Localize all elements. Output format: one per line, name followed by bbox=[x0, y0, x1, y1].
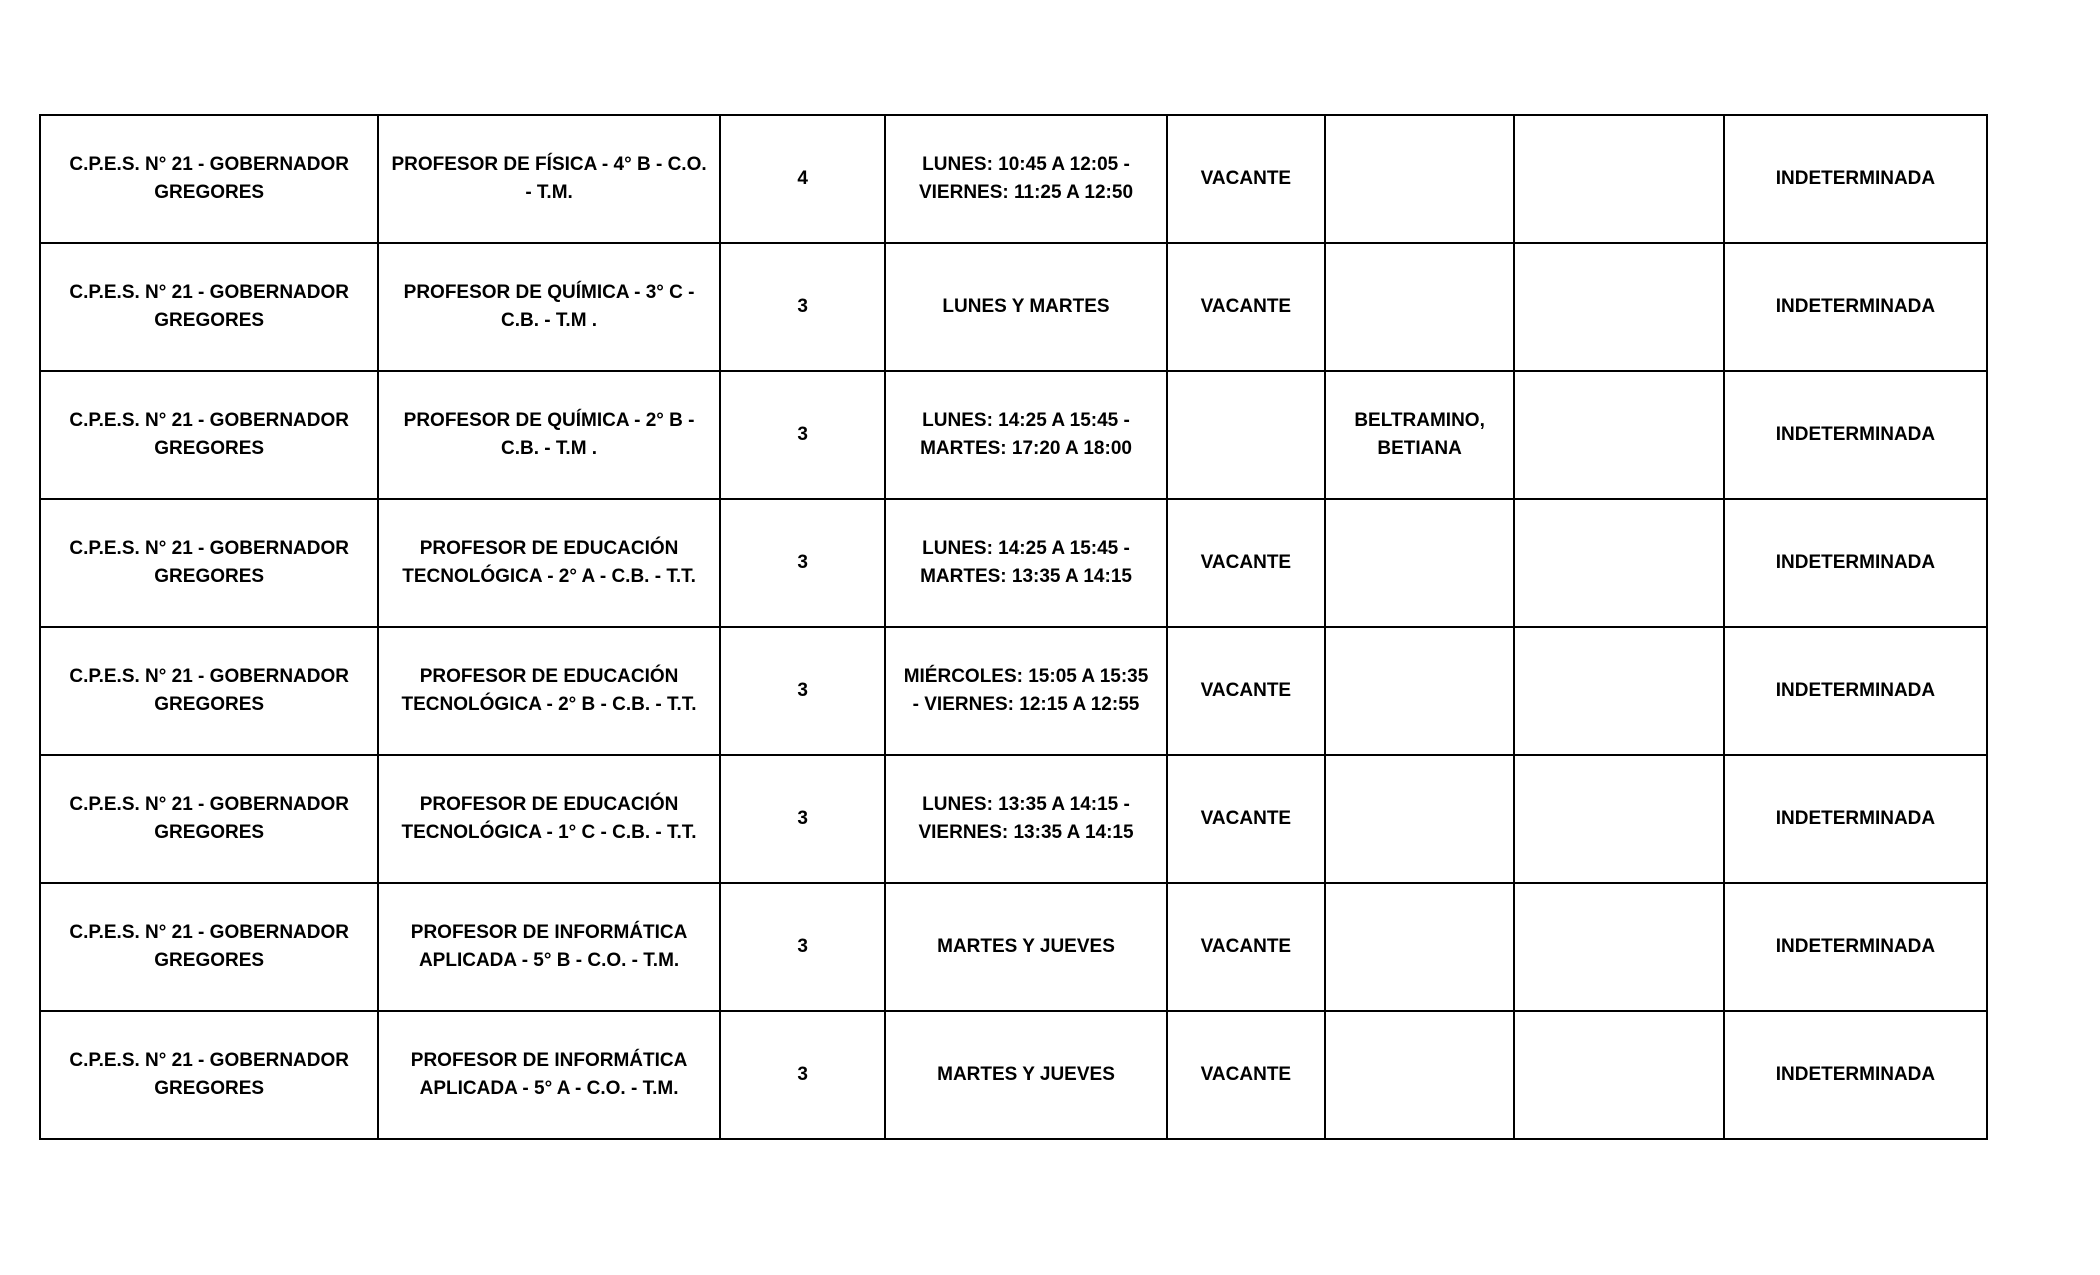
position-cell: PROFESOR DE QUÍMICA - 2° B - C.B. - T.M . bbox=[378, 371, 719, 499]
extra-cell bbox=[1514, 499, 1724, 627]
position-cell: PROFESOR DE INFORMÁTICA APLICADA - 5° B - C.O. - T.M. bbox=[378, 883, 719, 1011]
schedule-cell: MARTES Y JUEVES bbox=[885, 1011, 1166, 1139]
hours-cell: 3 bbox=[720, 371, 886, 499]
vacancies-table bbox=[39, 114, 1988, 1140]
extra-cell bbox=[1514, 883, 1724, 1011]
position-cell: PROFESOR DE EDUCACIÓN TECNOLÓGICA - 1° C - C.B. - T.T. bbox=[378, 755, 719, 883]
holder-cell bbox=[1325, 115, 1514, 243]
status-cell: VACANTE bbox=[1167, 499, 1326, 627]
school-cell: C.P.E.S. N° 21 - GOBERNADOR GREGORES bbox=[40, 115, 378, 243]
status-cell: VACANTE bbox=[1167, 243, 1326, 371]
extra-cell bbox=[1514, 371, 1724, 499]
duration-cell: INDETERMINADA bbox=[1724, 499, 1987, 627]
schedule-cell: MARTES Y JUEVES bbox=[885, 883, 1166, 1011]
duration-cell: INDETERMINADA bbox=[1724, 115, 1987, 243]
extra-cell bbox=[1514, 627, 1724, 755]
school-cell: C.P.E.S. N° 21 - GOBERNADOR GREGORES bbox=[40, 1011, 378, 1139]
status-cell: VACANTE bbox=[1167, 755, 1326, 883]
school-cell: C.P.E.S. N° 21 - GOBERNADOR GREGORES bbox=[40, 371, 378, 499]
position-cell: PROFESOR DE EDUCACIÓN TECNOLÓGICA - 2° B - C.B. - T.T. bbox=[378, 627, 719, 755]
status-cell: VACANTE bbox=[1167, 115, 1326, 243]
school-cell: C.P.E.S. N° 21 - GOBERNADOR GREGORES bbox=[40, 883, 378, 1011]
position-cell: PROFESOR DE FÍSICA - 4° B - C.O. - T.M. bbox=[378, 115, 719, 243]
extra-cell bbox=[1514, 243, 1724, 371]
duration-cell: INDETERMINADA bbox=[1724, 755, 1987, 883]
duration-cell: INDETERMINADA bbox=[1724, 371, 1987, 499]
duration-cell: INDETERMINADA bbox=[1724, 243, 1987, 371]
position-cell: PROFESOR DE EDUCACIÓN TECNOLÓGICA - 2° A - C.B. - T.T. bbox=[378, 499, 719, 627]
extra-cell bbox=[1514, 755, 1724, 883]
hours-cell: 3 bbox=[720, 243, 886, 371]
hours-cell: 3 bbox=[720, 755, 886, 883]
position-cell: PROFESOR DE INFORMÁTICA APLICADA - 5° A - C.O. - T.M. bbox=[378, 1011, 719, 1139]
school-cell: C.P.E.S. N° 21 - GOBERNADOR GREGORES bbox=[40, 627, 378, 755]
schedule-cell: LUNES: 13:35 A 14:15 - VIERNES: 13:35 A 14:15 bbox=[885, 755, 1166, 883]
duration-cell: INDETERMINADA bbox=[1724, 883, 1987, 1011]
status-cell: VACANTE bbox=[1167, 883, 1326, 1011]
school-cell: C.P.E.S. N° 21 - GOBERNADOR GREGORES bbox=[40, 755, 378, 883]
hours-cell: 3 bbox=[720, 1011, 886, 1139]
position-cell: PROFESOR DE QUÍMICA - 3° C - C.B. - T.M . bbox=[378, 243, 719, 371]
school-cell: C.P.E.S. N° 21 - GOBERNADOR GREGORES bbox=[40, 499, 378, 627]
hours-cell: 3 bbox=[720, 499, 886, 627]
table-row bbox=[40, 499, 1987, 627]
table-row bbox=[40, 371, 1987, 499]
duration-cell: INDETERMINADA bbox=[1724, 1011, 1987, 1139]
status-cell: VACANTE bbox=[1167, 1011, 1326, 1139]
status-cell bbox=[1167, 371, 1326, 499]
hours-cell: 3 bbox=[720, 627, 886, 755]
extra-cell bbox=[1514, 1011, 1724, 1139]
schedule-cell: LUNES: 10:45 A 12:05 - VIERNES: 11:25 A 12:50 bbox=[885, 115, 1166, 243]
table-row bbox=[40, 1011, 1987, 1139]
schedule-cell: MIÉRCOLES: 15:05 A 15:35 - VIERNES: 12:15 A 12:55 bbox=[885, 627, 1166, 755]
hours-cell: 4 bbox=[720, 115, 886, 243]
table-row bbox=[40, 627, 1987, 755]
schedule-cell: LUNES Y MARTES bbox=[885, 243, 1166, 371]
holder-cell bbox=[1325, 499, 1514, 627]
holder-cell bbox=[1325, 243, 1514, 371]
schedule-cell: LUNES: 14:25 A 15:45 - MARTES: 13:35 A 14:15 bbox=[885, 499, 1166, 627]
school-cell: C.P.E.S. N° 21 - GOBERNADOR GREGORES bbox=[40, 243, 378, 371]
hours-cell: 3 bbox=[720, 883, 886, 1011]
holder-cell bbox=[1325, 627, 1514, 755]
table-row bbox=[40, 115, 1987, 243]
duration-cell: INDETERMINADA bbox=[1724, 627, 1987, 755]
table-body bbox=[40, 115, 1987, 1139]
holder-cell bbox=[1325, 883, 1514, 1011]
status-cell: VACANTE bbox=[1167, 627, 1326, 755]
table-row bbox=[40, 755, 1987, 883]
holder-cell bbox=[1325, 755, 1514, 883]
holder-cell: BELTRAMINO, BETIANA bbox=[1325, 371, 1514, 499]
table-row bbox=[40, 883, 1987, 1011]
holder-cell bbox=[1325, 1011, 1514, 1139]
extra-cell bbox=[1514, 115, 1724, 243]
table-row bbox=[40, 243, 1987, 371]
schedule-cell: LUNES: 14:25 A 15:45 - MARTES: 17:20 A 18:00 bbox=[885, 371, 1166, 499]
